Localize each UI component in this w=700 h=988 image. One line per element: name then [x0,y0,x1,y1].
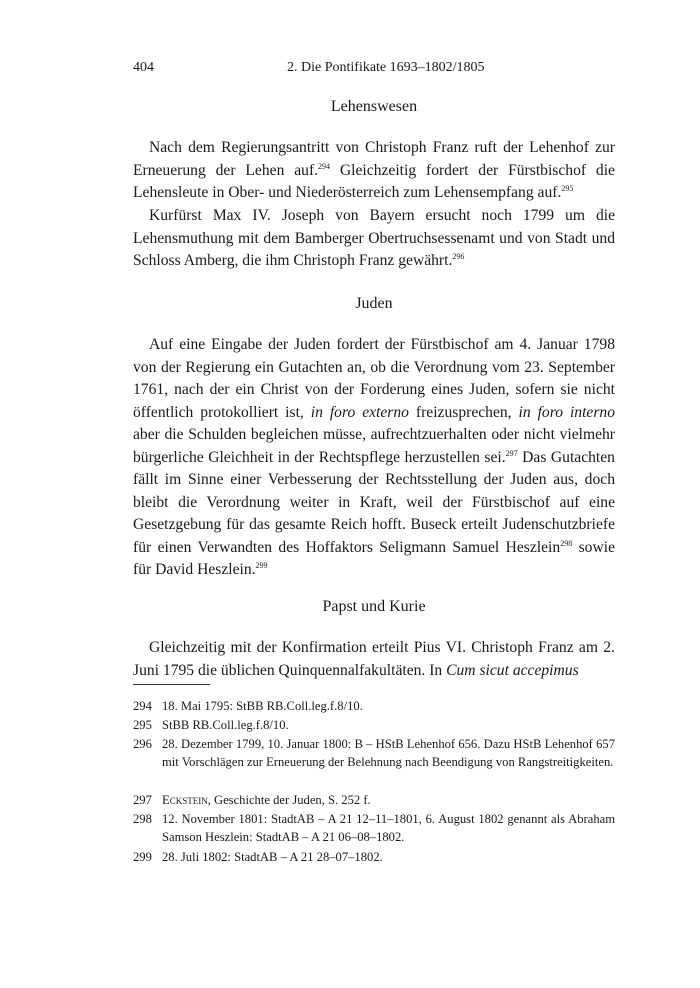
section-heading-lehenswesen: Lehenswesen [330,98,418,115]
footnote-ref: 294 [318,161,331,171]
papst-paragraph-1: Gleichzeitig mit der Konfirmation erteilt Pius VI. Christoph Franz am 2. Juni 1795 die üblichen Quinquennalfakultäten. In Cum sicut accepimus [133,639,615,679]
footnote-294: 294 18. Mai 1795: StBB RB.Coll.leg.f.8/10. [133,699,363,713]
author-name: Eckstein [162,793,208,807]
footnote-298: 298 12. November 1801: StadtAB – A 21 12–11–1801, 6. August 1802 genannt als Abraham Samson Heszlein: StadtAB – A 21 06–08–1802. [133,812,615,845]
section-heading-papst-und-kurie: Papst und Kurie [322,598,426,615]
latin-phrase: Cum sicut accepimus [446,661,579,679]
juden-paragraph-1: Auf eine Eingabe der Juden fordert der Fürstbischof am 4. Januar 1798 von der Regierung ein Gutachten an, ob die Verordnung vom 23. September 1761, nach der ein Christ von der Forderung eines Juden, sofern sie nicht öffentlich protokolliert ist, in foro externo freizusprechen, in foro interno aber die Schulden begleichen müsse, aufrechtzuerhalten oder nicht vielmehr bürgerliche Gleichheit in der Rechtspflege herzustellen sei.$^{297}$ Das Gutachten fällt im Sinne einer Verbesserung der Rechtsstellung der Juden aus, doch bleibt die Verordnung weiter in Kraft, weil der Fürstbischof auf eine Gesetzgebung für das gesamte Reich hofft. Buseck erteilt Judenschutzbriefe für einen Verwandten des Hoffaktors Seligmann Samuel Heszlein$^{298}$ sowie für David Heszlein.$^{299}$ [133,336,616,578]
footnote-ref: 299 [255,561,268,570]
running-head: 2. Die Pontifikate 1693–1802/1805 [287,60,485,75]
footnote-299: 299 28. Juli 1802: StadtAB – A 21 28–07–1802. [133,850,383,864]
footnote-ref: 298 [560,538,573,548]
latin-phrase: in foro interno [518,403,616,421]
footnote-separator [133,684,210,685]
footnote-ref: 295 [561,184,574,193]
footnote-295: 295 StBB RB.Coll.leg.f.8/10. [133,718,289,732]
section-heading-juden: Juden [355,295,393,312]
footnote-296: 296 28. Dezember 1799, 10. Januar 1800: B – HStB Lehenhof 656. Dazu HStB Lehenhof 657 mit Vorschlägen zur Erneuerung der Belehnung nach Beendigung von Rangstreitigkeiten. [133,737,615,770]
lehen-paragraph-1: Nach dem Regierungsantritt von Christoph Franz ruft der Lehenhof zur Erneuerung der Lehen auf.$^{294}$ Gleichzeitig fordert der Fürstbischof die Lehensleute in Ober- und Niederösterreich zum Lehensempfang auf.$^{295}$ [133,139,615,201]
footnote-297: 297 Eckstein, Geschichte der Juden, S. 252 f. [133,793,371,807]
page-number: 404 [133,60,154,75]
footnote-ref: 296 [452,252,465,261]
latin-phrase: in foro externo [310,403,409,421]
lehen-paragraph-2: Kurfürst Max IV. Joseph von Bayern ersucht noch 1799 um die Lehensmuthung mit dem Bamberger Obertruchsessenamt und von Stadt und Schloss Amberg, die ihm Christoph Franz gewährt.$^{296}$ [133,207,615,269]
footnote-ref: 297 [505,448,518,458]
